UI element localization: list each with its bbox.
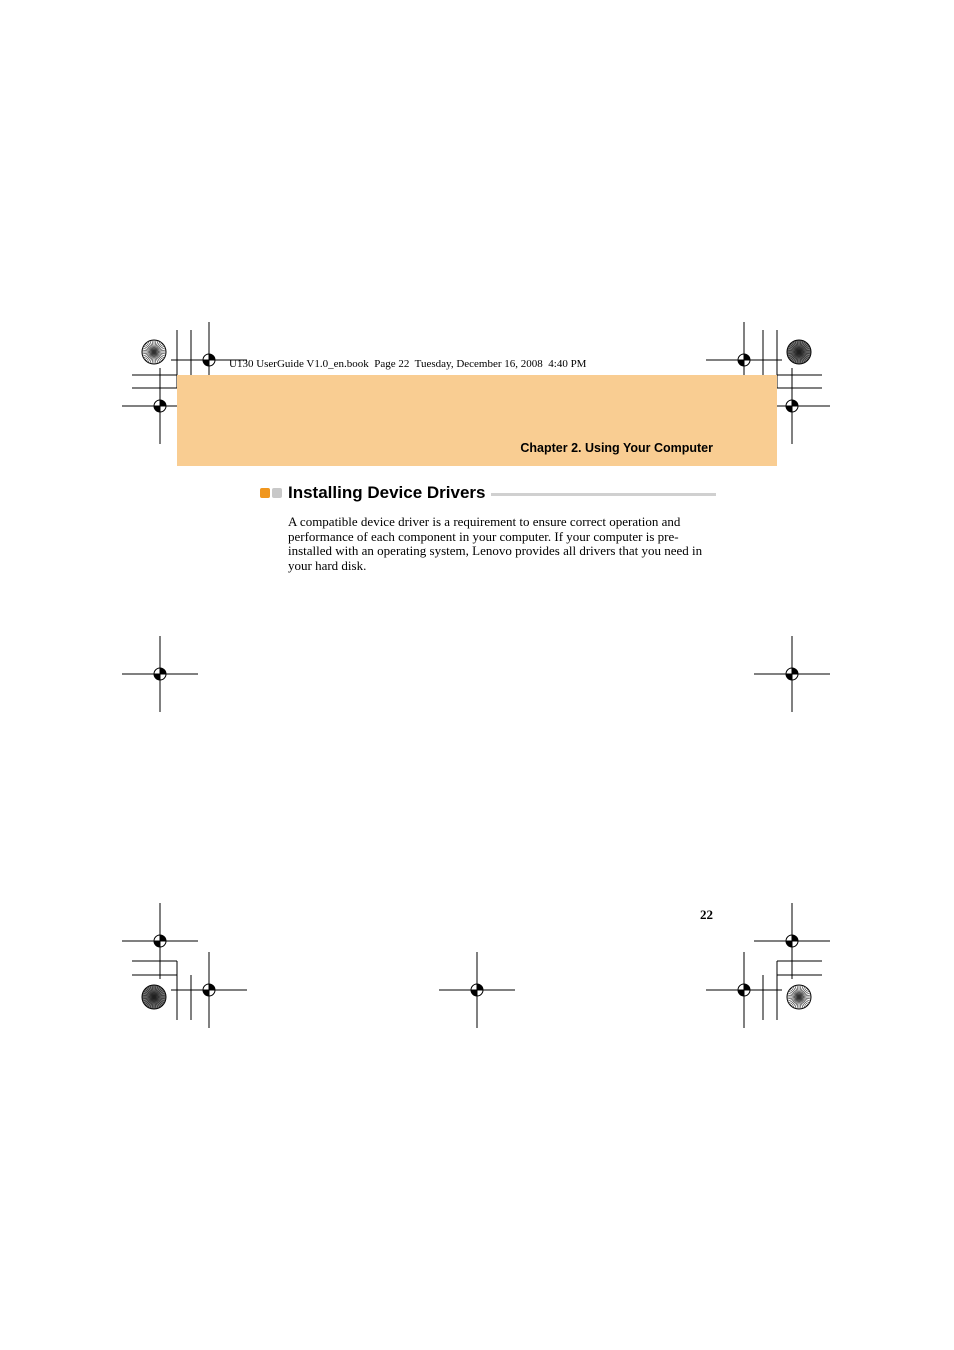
registration-starburst-icon xyxy=(142,340,166,364)
chapter-title: Chapter 2. Using Your Computer xyxy=(520,441,713,455)
print-slug-line: U130 UserGuide V1.0_en.book Page 22 Tuesday, December 16, 2008 4:40 PM xyxy=(229,358,587,370)
heading-rule xyxy=(491,493,716,496)
registration-crosshair-icon xyxy=(122,903,198,979)
registration-crosshair-icon xyxy=(706,952,782,1028)
section-title: Installing Device Drivers xyxy=(288,483,486,502)
registration-starburst-icon xyxy=(787,985,811,1009)
registration-starburst-icon xyxy=(142,985,166,1009)
registration-crosshair-icon xyxy=(122,636,198,712)
body-paragraph: A compatible device driver is a requirement to ensure correct operation and performance of each component in your computer. If your computer is pre-installed with an operating system, Lenovo provides all drivers that you need in your hard disk. xyxy=(288,514,703,573)
registration-crosshair-icon xyxy=(754,636,830,712)
registration-starburst-icon xyxy=(787,340,811,364)
registration-crosshair-icon xyxy=(439,952,515,1028)
orange-square-bullet-icon xyxy=(260,488,270,498)
section-heading xyxy=(260,481,716,505)
page-number: 22 xyxy=(700,907,713,922)
registration-crosshair-icon xyxy=(754,903,830,979)
registration-crosshair-icon xyxy=(171,952,247,1028)
gray-square-bullet-icon xyxy=(272,488,282,498)
